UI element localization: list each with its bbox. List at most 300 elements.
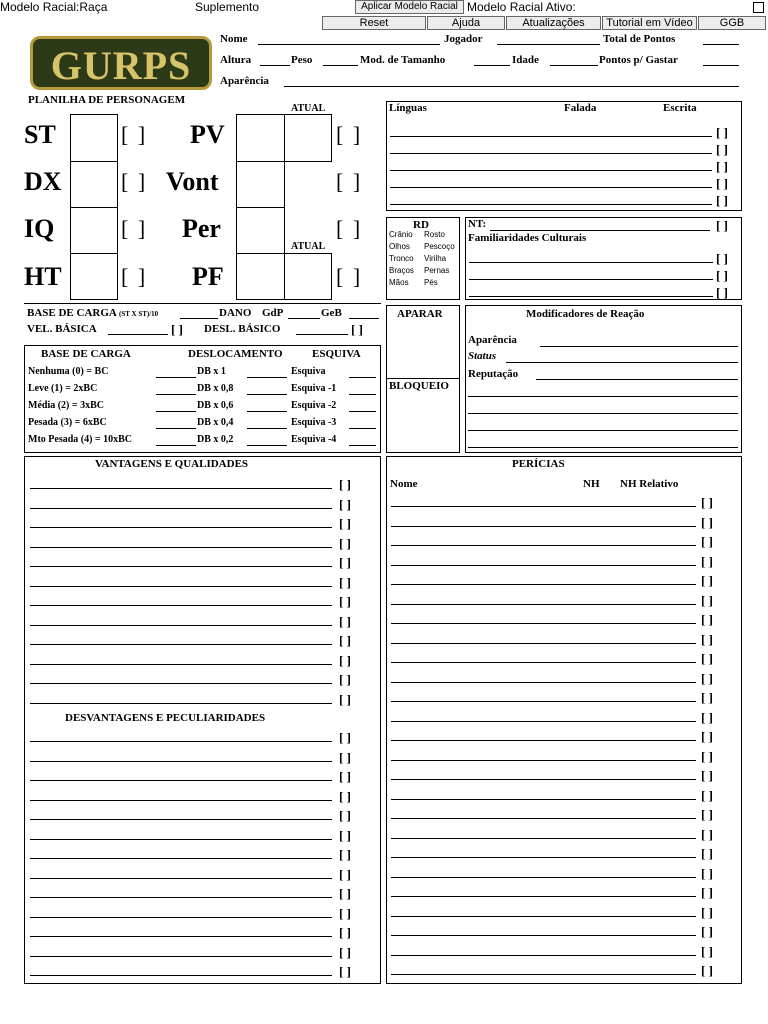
advantage-cost[interactable]: [ ] (339, 535, 351, 551)
skill-row (391, 804, 741, 823)
skill-row (391, 941, 741, 960)
skills-col-relative: NH Relativo (620, 478, 679, 490)
skill-row (391, 785, 741, 804)
disadvantage-row (30, 786, 379, 805)
rd-part-label: Olhos (389, 242, 410, 251)
advantage-field[interactable] (30, 508, 332, 509)
defenses-box (386, 305, 460, 453)
disadvantage-cost[interactable]: [ ] (339, 808, 351, 823)
skill-row (391, 746, 741, 765)
disadvantage-row (30, 942, 379, 961)
rd-part-label: Rosto (424, 230, 445, 239)
basic-lift-field[interactable] (180, 318, 218, 319)
ht-value[interactable] (70, 253, 118, 300)
current-label-bottom: ATUAL (291, 241, 326, 252)
name-field[interactable] (258, 44, 440, 45)
skill-field[interactable] (391, 857, 696, 858)
advantage-cost[interactable]: [ ] (339, 516, 351, 531)
tech-level-cost[interactable]: [ ] (716, 218, 728, 233)
advantage-cost[interactable]: [ ] (339, 477, 351, 492)
skill-row (391, 863, 741, 882)
player-field[interactable] (497, 44, 600, 45)
weight-field[interactable] (323, 65, 358, 66)
skill-cost[interactable]: [ ] (701, 729, 713, 744)
encumbrance-dodge-field[interactable] (349, 394, 376, 395)
iq-cost[interactable]: [ ] (121, 216, 148, 241)
spoken-label: Falada (564, 102, 597, 114)
points-to-spend-field[interactable] (703, 65, 739, 66)
language-row (390, 190, 756, 209)
divider (24, 303, 381, 304)
skill-cost[interactable]: [ ] (701, 846, 713, 861)
advantage-field[interactable] (30, 527, 332, 528)
language-cost[interactable]: [ ] (716, 176, 728, 191)
reaction-extra-field[interactable] (468, 413, 738, 414)
skill-cost[interactable]: [ ] (701, 904, 713, 920)
skill-field[interactable] (391, 643, 696, 644)
disadvantage-cost[interactable]: [ ] (339, 925, 351, 940)
thrust-field[interactable] (288, 318, 320, 319)
appearance-field[interactable] (284, 86, 739, 87)
encumbrance-dodge-field[interactable] (349, 428, 376, 429)
familiarity-cost[interactable]: [ ] (716, 268, 728, 283)
defense-divider (387, 378, 459, 379)
disadvantage-cost[interactable]: [ ] (339, 964, 351, 979)
disadvantage-cost[interactable]: [ ] (339, 788, 351, 804)
skill-field[interactable] (391, 760, 696, 761)
st-label: ST (24, 120, 56, 149)
sheet-title: PLANILHA DE PERSONAGEM (28, 94, 186, 106)
reaction-status-field[interactable] (506, 362, 738, 363)
encumbrance-box (24, 345, 381, 453)
disadvantage-row (30, 766, 379, 785)
language-field[interactable] (390, 153, 712, 154)
disadvantage-row (30, 864, 379, 883)
skill-field[interactable] (391, 974, 696, 975)
disadvantage-cost[interactable]: [ ] (339, 827, 351, 843)
basic-move-field[interactable] (296, 334, 348, 335)
vont-value[interactable] (236, 161, 285, 208)
height-label: Altura (220, 54, 252, 66)
name-label: Nome (220, 33, 248, 45)
encumbrance-lift-field[interactable] (156, 445, 196, 446)
skill-field[interactable] (391, 662, 696, 663)
encumbrance-move-field[interactable] (247, 377, 287, 378)
ht-cost[interactable]: [ ] (121, 264, 148, 289)
disadvantage-row (30, 883, 379, 902)
disadvantage-row (30, 961, 379, 980)
rd-box (386, 217, 460, 300)
disadvantage-field[interactable] (30, 897, 332, 898)
skills-title: PERÍCIAS (512, 458, 565, 470)
total-points-field[interactable] (703, 44, 739, 45)
reset-button[interactable]: Reset (322, 16, 426, 30)
disadvantage-field[interactable] (30, 741, 332, 742)
per-label: Per (182, 214, 221, 243)
current-label-top: ATUAL (291, 103, 326, 114)
skill-cost[interactable]: [ ] (701, 592, 713, 608)
advantage-field[interactable] (30, 566, 332, 567)
skill-field[interactable] (391, 584, 696, 585)
video-tutorial-button[interactable]: Tutorial em Vídeo (602, 16, 697, 30)
encumbrance-dodge-field[interactable] (349, 445, 376, 446)
familiarity-field[interactable] (469, 296, 713, 297)
disadvantage-row (30, 844, 379, 863)
language-field[interactable] (390, 170, 712, 171)
languages-title: Línguas (389, 102, 427, 114)
skill-row (391, 648, 741, 667)
reaction-box (465, 305, 742, 453)
thrust-label: GdP (262, 307, 284, 319)
skill-field[interactable] (391, 838, 696, 839)
disadvantage-row (30, 903, 379, 922)
gurps-logo (30, 36, 212, 90)
tech-level-label: NT: (468, 218, 487, 230)
ht-label: HT (24, 262, 62, 291)
dx-value[interactable] (70, 161, 118, 208)
skill-field[interactable] (391, 565, 696, 566)
advantages-title: VANTAGENS E QUALIDADES (95, 458, 249, 470)
rd-part-label: Tronco (389, 254, 414, 263)
skill-row (391, 570, 741, 589)
skill-row (391, 726, 741, 745)
vont-cost[interactable]: [ ] (336, 169, 363, 194)
skill-cost[interactable]: [ ] (701, 670, 713, 686)
familiarity-row (469, 282, 756, 301)
encumbrance-lift-field[interactable] (156, 428, 196, 429)
pv-current[interactable] (284, 114, 332, 162)
parry-field[interactable] (391, 324, 455, 374)
reaction-appearance-label: Aparência (468, 334, 517, 346)
encumbrance-lift-field[interactable] (156, 394, 196, 395)
advantage-field[interactable] (30, 664, 332, 665)
per-cost[interactable]: [ ] (336, 216, 363, 241)
disadvantage-field[interactable] (30, 780, 332, 781)
skill-cost[interactable]: [ ] (701, 865, 713, 881)
skill-field[interactable] (391, 545, 696, 546)
language-field[interactable] (390, 187, 712, 188)
racial-model-value[interactable]: Raça (79, 0, 108, 14)
disadvantage-cost[interactable]: [ ] (339, 847, 351, 862)
skill-row (391, 921, 741, 940)
disadvantage-cost[interactable]: [ ] (339, 769, 351, 784)
reaction-appearance-field[interactable] (540, 346, 738, 347)
advantage-cost[interactable]: [ ] (339, 652, 351, 668)
encumbrance-move-field[interactable] (247, 394, 287, 395)
encumbrance-level: Leve (1) = 2xBC (28, 383, 98, 394)
encumbrance-dodge-label: Esquiva (291, 366, 326, 377)
disadvantage-field[interactable] (30, 975, 332, 976)
skill-cost[interactable]: [ ] (701, 963, 713, 978)
appearance-label: Aparência (220, 75, 269, 87)
advantage-row (30, 474, 379, 493)
skill-row (391, 551, 741, 570)
age-label: Idade (512, 54, 539, 66)
skill-field[interactable] (391, 877, 696, 878)
advantage-row (30, 513, 379, 532)
disadvantage-field[interactable] (30, 956, 332, 957)
advantage-row (30, 689, 379, 708)
skill-field[interactable] (391, 682, 696, 683)
disadvantage-cost[interactable]: [ ] (339, 866, 351, 882)
encumbrance-move-multiplier: DB x 0,6 (197, 400, 234, 411)
pf-value[interactable] (236, 253, 285, 300)
dx-cost[interactable]: [ ] (121, 169, 148, 194)
pf-label: PF (192, 262, 224, 291)
basic-move-cost[interactable]: [ ] (351, 322, 363, 337)
advantage-field[interactable] (30, 547, 332, 548)
advantage-cost[interactable]: [ ] (339, 555, 351, 570)
reaction-extra-field[interactable] (468, 430, 738, 431)
skill-field[interactable] (391, 818, 696, 819)
skill-field[interactable] (391, 916, 696, 917)
encumbrance-dodge-field[interactable] (349, 411, 376, 412)
skill-field[interactable] (391, 896, 696, 897)
age-field[interactable] (550, 65, 598, 66)
rd-part-label: Virilha (424, 254, 447, 263)
advantage-row (30, 572, 379, 591)
disadvantage-field[interactable] (30, 800, 332, 801)
advantage-row (30, 533, 379, 552)
advantage-row (30, 591, 379, 610)
encumbrance-dodge-label: Esquiva -1 (291, 383, 337, 394)
disadvantage-field[interactable] (30, 878, 332, 879)
rd-part-label: Pescoço (424, 242, 455, 251)
swing-field[interactable] (349, 318, 379, 319)
tech-level-field[interactable] (490, 230, 710, 231)
total-points-label: Total de Pontos (603, 33, 676, 45)
advantage-field[interactable] (30, 644, 332, 645)
skill-row (391, 707, 741, 726)
skill-row (391, 609, 741, 628)
skill-cost[interactable]: [ ] (701, 709, 713, 725)
pv-value[interactable] (236, 114, 285, 162)
skill-cost[interactable]: [ ] (701, 768, 713, 783)
advantage-field[interactable] (30, 586, 332, 587)
disadvantage-cost[interactable]: [ ] (339, 749, 351, 765)
rd-title: RD (413, 219, 429, 231)
basic-speed-field[interactable] (108, 334, 168, 335)
skill-row (391, 960, 741, 979)
disadvantage-field[interactable] (30, 819, 332, 820)
skill-cost[interactable]: [ ] (701, 631, 713, 647)
skill-field[interactable] (391, 935, 696, 936)
encumbrance-lift-field[interactable] (156, 411, 196, 412)
skill-field[interactable] (391, 721, 696, 722)
rd-part-label: Crânio (389, 230, 413, 239)
parry-label: APARAR (397, 308, 443, 320)
skill-cost[interactable]: [ ] (701, 612, 713, 627)
block-field[interactable] (391, 396, 455, 446)
encumbrance-move-multiplier: DB x 0,2 (197, 434, 234, 445)
skill-field[interactable] (391, 623, 696, 624)
advantage-row (30, 669, 379, 688)
skill-field[interactable] (391, 526, 696, 527)
pf-current[interactable] (284, 253, 332, 300)
skills-col-name: Nome (390, 478, 418, 490)
size-modifier-label: Mod. de Tamanho (360, 54, 446, 66)
cultural-familiarities-label: Familiaridades Culturais (468, 232, 587, 244)
skill-cost[interactable]: [ ] (701, 553, 713, 569)
skill-field[interactable] (391, 799, 696, 800)
traits-box (24, 456, 381, 984)
disadvantage-row (30, 825, 379, 844)
advantage-field[interactable] (30, 625, 332, 626)
logo-text: GURPS (50, 43, 192, 88)
familiarity-cost[interactable]: [ ] (716, 285, 728, 300)
encumbrance-move-multiplier: DB x 0,8 (197, 383, 234, 394)
skill-row (391, 512, 741, 531)
disadvantages-title: DESVANTAGENS E PECULIARIDADES (65, 712, 266, 724)
rd-part-label: Pernas (424, 266, 450, 275)
disadvantage-field[interactable] (30, 858, 332, 859)
skill-field[interactable] (391, 701, 696, 702)
skill-cost[interactable]: [ ] (701, 924, 713, 939)
disadvantage-row (30, 747, 379, 766)
skill-row (391, 590, 741, 609)
advantage-cost[interactable]: [ ] (339, 672, 351, 687)
skill-cost[interactable]: [ ] (701, 826, 713, 842)
disadvantage-field[interactable] (30, 761, 332, 762)
ggb-button[interactable]: GGB (698, 16, 766, 30)
skill-cost[interactable]: [ ] (701, 495, 713, 510)
skill-row (391, 902, 741, 921)
skill-field[interactable] (391, 740, 696, 741)
active-model-checkbox[interactable] (753, 2, 764, 13)
encumbrance-move-field[interactable] (247, 445, 287, 446)
rd-part-label: Mãos (389, 278, 409, 287)
encumbrance-dodge-field[interactable] (349, 377, 376, 378)
advantage-cost[interactable]: [ ] (339, 691, 351, 707)
disadvantage-cost[interactable]: [ ] (339, 944, 351, 960)
rd-part-label: Pés (424, 278, 438, 287)
apply-racial-model-button[interactable]: Aplicar Modelo Racial (355, 0, 464, 14)
skills-col-level: NH (583, 478, 600, 490)
skill-cost[interactable]: [ ] (701, 943, 713, 959)
encumbrance-dodge-label: Esquiva -3 (291, 417, 337, 428)
encumbrance-col-basic-lift: BASE DE CARGA (41, 348, 131, 360)
pf-cost[interactable]: [ ] (336, 264, 363, 289)
skill-cost[interactable]: [ ] (701, 534, 713, 549)
skill-cost[interactable]: [ ] (701, 787, 713, 803)
pv-label: PV (190, 120, 225, 149)
skills-box (386, 456, 742, 984)
updates-button[interactable]: Atualizações (506, 16, 601, 30)
reaction-status-label: Status (468, 350, 497, 362)
disadvantage-cost[interactable]: [ ] (339, 905, 351, 921)
height-field[interactable] (260, 65, 290, 66)
encumbrance-move-multiplier: DB x 1 (197, 366, 226, 377)
language-cost[interactable]: [ ] (716, 159, 728, 174)
size-modifier-field[interactable] (474, 65, 510, 66)
skill-field[interactable] (391, 604, 696, 605)
dx-label: DX (24, 167, 62, 196)
skill-row (391, 668, 741, 687)
familiarity-cost[interactable]: [ ] (716, 251, 728, 266)
reaction-reputation-field[interactable] (536, 379, 738, 380)
basic-speed-label: VEL. BÁSICA (27, 323, 97, 335)
encumbrance-level: Pesada (3) = 6xBC (28, 417, 107, 428)
skill-cost[interactable]: [ ] (701, 690, 713, 705)
skill-field[interactable] (391, 779, 696, 780)
disadvantage-cost[interactable]: [ ] (339, 886, 351, 901)
iq-value[interactable] (70, 207, 118, 254)
skill-cost[interactable]: [ ] (701, 651, 713, 666)
basic-move-label: DESL. BÁSICO (204, 323, 281, 335)
skill-field[interactable] (391, 955, 696, 956)
reaction-title: Modificadores de Reação (526, 308, 645, 320)
skill-cost[interactable]: [ ] (701, 807, 713, 822)
iq-label: IQ (24, 214, 55, 243)
encumbrance-move-field[interactable] (247, 428, 287, 429)
language-field[interactable] (390, 204, 712, 205)
written-label: Escrita (663, 102, 697, 114)
basic-speed-cost[interactable]: [ ] (171, 322, 183, 337)
help-button[interactable]: Ajuda (427, 16, 505, 30)
advantage-field[interactable] (30, 683, 332, 684)
disadvantage-row (30, 922, 379, 941)
disadvantage-field[interactable] (30, 936, 332, 937)
encumbrance-lift-field[interactable] (156, 377, 196, 378)
skill-cost[interactable]: [ ] (701, 885, 713, 900)
advantage-cost[interactable]: [ ] (339, 574, 351, 590)
advantage-row (30, 494, 379, 513)
advantage-cost[interactable]: [ ] (339, 633, 351, 648)
advantage-cost[interactable]: [ ] (339, 496, 351, 512)
advantage-field[interactable] (30, 605, 332, 606)
disadvantage-field[interactable] (30, 917, 332, 918)
advantage-cost[interactable]: [ ] (339, 594, 351, 609)
encumbrance-move-field[interactable] (247, 411, 287, 412)
skill-row (391, 629, 741, 648)
st-value[interactable] (70, 114, 118, 162)
language-cost[interactable]: [ ] (716, 125, 728, 140)
st-cost[interactable]: [ ] (121, 122, 148, 147)
skill-cost[interactable]: [ ] (701, 748, 713, 764)
skill-cost[interactable]: [ ] (701, 573, 713, 588)
reaction-extra-field[interactable] (468, 396, 738, 397)
language-cost[interactable]: [ ] (716, 142, 728, 157)
language-field[interactable] (390, 136, 712, 137)
basic-lift-label: BASE DE CARGA (ST X ST)/10 (27, 307, 159, 319)
skill-field[interactable] (391, 506, 696, 507)
pv-cost[interactable]: [ ] (336, 122, 363, 147)
disadvantage-field[interactable] (30, 839, 332, 840)
advantage-field[interactable] (30, 703, 332, 704)
language-cost[interactable]: [ ] (716, 193, 728, 208)
skill-row (391, 687, 741, 706)
vont-label: Vont (166, 167, 219, 196)
per-value[interactable] (236, 207, 285, 254)
advantage-field[interactable] (30, 488, 332, 489)
active-racial-model-label: Modelo Racial Ativo: (467, 0, 576, 14)
encumbrance-level: Média (2) = 3xBC (28, 400, 104, 411)
points-to-spend-label: Pontos p/ Gastar (599, 54, 678, 66)
advantage-row (30, 630, 379, 649)
swing-label: GeB (321, 307, 342, 319)
familiarity-field[interactable] (469, 262, 713, 263)
damage-label: DANO (219, 307, 252, 319)
block-label: BLOQUEIO (389, 380, 449, 392)
disadvantage-cost[interactable]: [ ] (339, 730, 351, 745)
advantage-cost[interactable]: [ ] (339, 613, 351, 629)
skill-row (391, 765, 741, 784)
disadvantage-row (30, 805, 379, 824)
supplement-label[interactable]: Suplemento (195, 0, 260, 14)
reaction-extra-field[interactable] (468, 447, 738, 448)
skill-cost[interactable]: [ ] (701, 514, 713, 530)
familiarity-field[interactable] (469, 279, 713, 280)
